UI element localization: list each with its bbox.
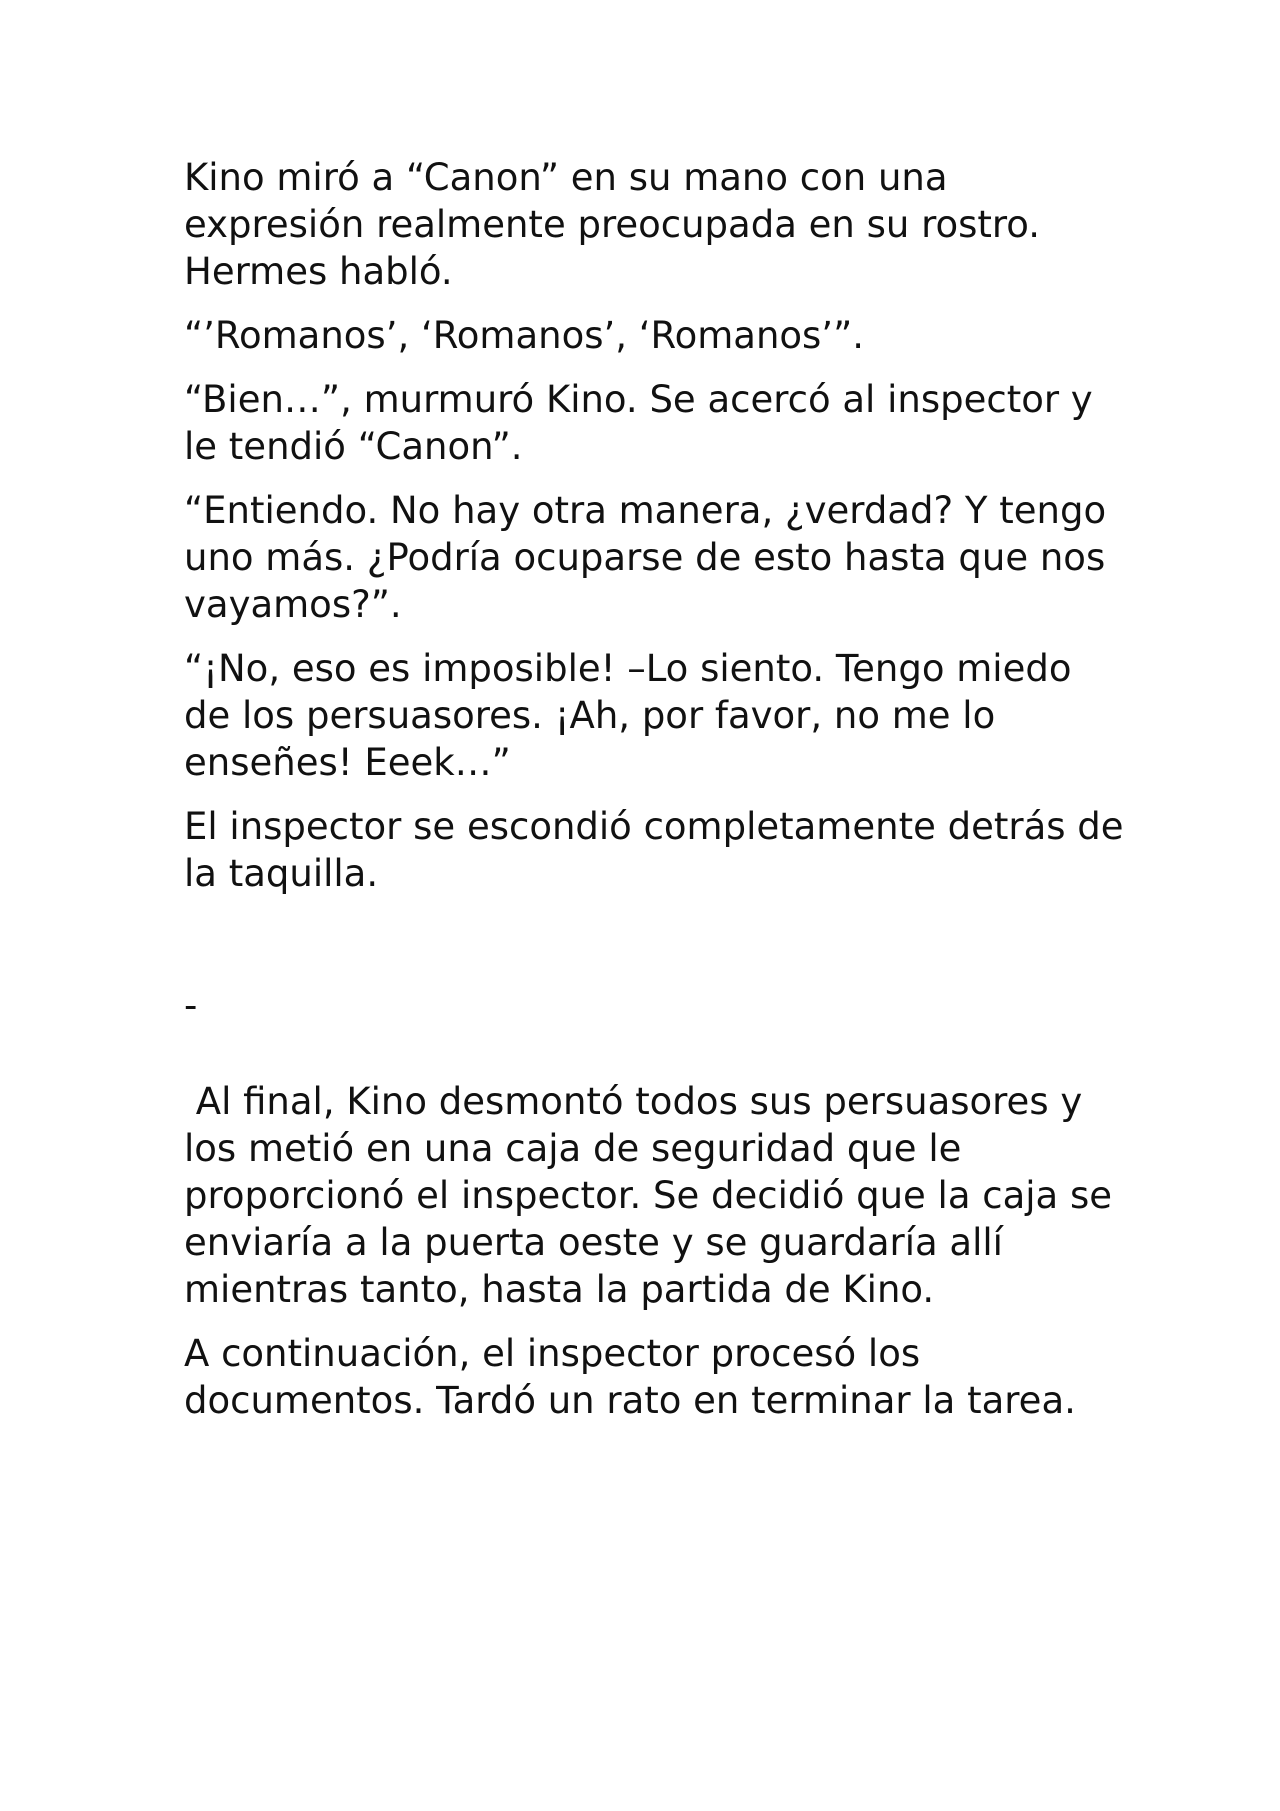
paragraph: “Bien…”, murmuró Kino. Se acercó al inspector y le tendió “Canon”. [184,378,1093,468]
text-section-top [184,154,1124,914]
text-section-bottom [184,1078,1124,1441]
paragraph: Kino miró a “Canon” en su mano con una expresión realmente preocupada en su rostro. Hermes habló. [184,156,1041,293]
paragraph: Al final, Kino desmontó todos sus persuasores y los metió en una caja de seguridad que le proporcionó el inspector. Se decidió que la caja se enviaría a la puerta oeste y se guardaría allí mientras tanto, hasta la partida de Kino. [184,1080,1124,1311]
section-separator: - [184,984,198,1027]
paragraph: “Entiendo. No hay otra manera, ¿verdad? Y tengo uno más. ¿Podría ocuparse de esto hasta que nos vayamos?”. [184,489,1107,626]
paragraph: “¡No, eso es imposible! –Lo siento. Tengo miedo de los persuasores. ¡Ah, por favor, no me lo enseñes! Eeek…” [184,647,1072,784]
paragraph: “’Romanos’, ‘Romanos’, ‘Romanos’”. [184,314,865,357]
paragraph: El inspector se escondió completamente detrás de la taquilla. [184,805,1124,895]
paragraph: A continuación, el inspector procesó los documentos. Tardó un rato en terminar la tarea. [184,1332,1076,1422]
